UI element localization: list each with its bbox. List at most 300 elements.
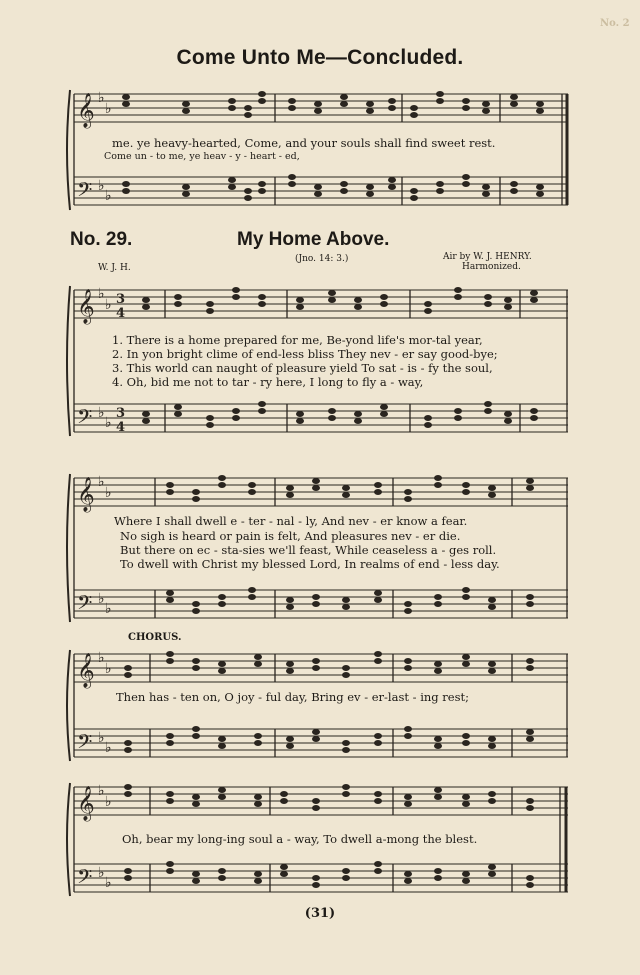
note-head <box>434 743 442 749</box>
note-head <box>410 188 418 194</box>
svg-text:♭: ♭ <box>105 601 112 617</box>
note-head <box>286 597 294 603</box>
note-head <box>192 878 200 884</box>
verse-2-line-b: No sigh is heard or pain is felt, And pleasures nev - er die. <box>120 529 461 543</box>
note-head <box>462 654 470 660</box>
note-head <box>374 590 382 596</box>
note-head <box>374 597 382 603</box>
note-head <box>374 798 382 804</box>
svg-text:3: 3 <box>116 406 126 421</box>
note-head <box>404 601 412 607</box>
note-head <box>124 875 132 881</box>
note-head <box>488 871 496 877</box>
note-head <box>166 482 174 488</box>
note-head <box>228 105 236 111</box>
note-head <box>142 304 150 310</box>
note-head <box>192 871 200 877</box>
note-head <box>296 297 304 303</box>
note-head <box>424 301 432 307</box>
note-head <box>142 411 150 417</box>
svg-text:♭: ♭ <box>98 650 105 666</box>
note-head <box>488 736 496 742</box>
note-head <box>410 112 418 118</box>
note-head <box>192 665 200 671</box>
note-head <box>288 174 296 180</box>
note-head <box>296 418 304 424</box>
note-head <box>510 181 518 187</box>
note-head <box>218 743 226 749</box>
note-head <box>218 661 226 667</box>
note-head <box>312 736 320 742</box>
svg-text:𝄞: 𝄞 <box>77 93 95 128</box>
note-head <box>374 651 382 657</box>
svg-text:4: 4 <box>116 306 126 321</box>
note-head <box>280 864 288 870</box>
note-head <box>462 740 470 746</box>
note-head <box>174 411 182 417</box>
svg-text:𝄞: 𝄞 <box>77 653 95 688</box>
hymn-number: No. 29. <box>70 229 133 250</box>
note-head <box>342 740 350 746</box>
note-head <box>404 878 412 884</box>
note-head <box>484 401 492 407</box>
verse-1-line-b: Where I shall dwell e - ter - nal - ly, And nev - er know a fear. <box>114 514 468 528</box>
note-head <box>122 188 130 194</box>
note-head <box>228 98 236 104</box>
note-head <box>122 181 130 187</box>
note-head <box>354 304 362 310</box>
note-head <box>488 668 496 674</box>
note-head <box>342 604 350 610</box>
note-head <box>254 661 262 667</box>
chorus-line-1: Then has - ten on, O joy - ful day, Bring ev - er-last - ing rest; <box>116 690 469 704</box>
note-head <box>286 668 294 674</box>
note-head <box>166 868 174 874</box>
svg-text:♭: ♭ <box>105 415 112 431</box>
note-head <box>280 791 288 797</box>
note-head <box>436 181 444 187</box>
note-head <box>410 105 418 111</box>
note-head <box>254 740 262 746</box>
note-head <box>526 882 534 888</box>
note-head <box>342 875 350 881</box>
note-head <box>504 418 512 424</box>
note-head <box>340 181 348 187</box>
note-head <box>482 184 490 190</box>
svg-text:𝄢: 𝄢 <box>77 730 93 758</box>
svg-text:♭: ♭ <box>98 90 105 106</box>
note-head <box>258 181 266 187</box>
svg-text:♭: ♭ <box>98 286 105 302</box>
verse-4-line-b: To dwell with Christ my blessed Lord, In realms of end - less day. <box>120 557 500 571</box>
note-head <box>166 861 174 867</box>
note-head <box>462 587 470 593</box>
note-head <box>124 784 132 790</box>
note-head <box>374 791 382 797</box>
note-head <box>312 478 320 484</box>
note-head <box>312 798 320 804</box>
note-head <box>424 308 432 314</box>
verse-2-line-a: 2. In yon bright clime of end-less bliss They nev - er say good-bye; <box>112 347 498 361</box>
svg-text:4: 4 <box>116 420 126 435</box>
note-head <box>488 791 496 797</box>
note-head <box>314 108 322 114</box>
note-head <box>166 740 174 746</box>
note-head <box>328 408 336 414</box>
chorus-line-2: Oh, bear my long-ing soul a - way, To dwell a-mong the blest. <box>122 832 478 846</box>
note-head <box>174 301 182 307</box>
scripture-reference: (Jno. 14: 3.) <box>295 254 349 264</box>
note-head <box>404 733 412 739</box>
note-head <box>526 594 534 600</box>
note-head <box>254 801 262 807</box>
note-head <box>218 736 226 742</box>
svg-text:𝄞: 𝄞 <box>77 289 95 324</box>
note-head <box>424 415 432 421</box>
note-head <box>354 297 362 303</box>
note-head <box>366 108 374 114</box>
note-head <box>254 733 262 739</box>
note-head <box>232 408 240 414</box>
note-head <box>218 475 226 481</box>
svg-text:♭: ♭ <box>98 474 105 490</box>
note-head <box>312 485 320 491</box>
note-head <box>484 301 492 307</box>
note-head <box>312 805 320 811</box>
note-head <box>462 98 470 104</box>
note-head <box>388 98 396 104</box>
note-head <box>380 301 388 307</box>
note-head <box>182 101 190 107</box>
previous-hymn-lyrics-line2: Come un - to me, ye heav - y - heart - ed, <box>104 151 300 162</box>
note-head <box>328 290 336 296</box>
note-head <box>192 794 200 800</box>
note-head <box>462 181 470 187</box>
note-head <box>530 297 538 303</box>
note-head <box>286 485 294 491</box>
note-head <box>218 875 226 881</box>
note-head <box>488 864 496 870</box>
note-head <box>312 658 320 664</box>
svg-text:♭: ♭ <box>105 875 112 891</box>
note-head <box>388 177 396 183</box>
note-head <box>526 665 534 671</box>
svg-text:♭: ♭ <box>105 740 112 756</box>
note-head <box>244 188 252 194</box>
note-head <box>526 875 534 881</box>
note-head <box>206 308 214 314</box>
note-head <box>526 805 534 811</box>
note-head <box>166 733 174 739</box>
note-head <box>280 871 288 877</box>
verse-1-line-a: 1. There is a home prepared for me, Be-yond life's mor-tal year, <box>112 333 483 347</box>
note-head <box>462 594 470 600</box>
note-head <box>312 601 320 607</box>
note-head <box>232 294 240 300</box>
note-head <box>182 184 190 190</box>
hymn-title: My Home Above. <box>237 229 390 250</box>
note-head <box>436 91 444 97</box>
note-head <box>244 112 252 118</box>
note-head <box>404 801 412 807</box>
note-head <box>526 729 534 735</box>
note-head <box>536 191 544 197</box>
note-head <box>404 608 412 614</box>
note-head <box>434 794 442 800</box>
note-head <box>526 736 534 742</box>
note-head <box>124 665 132 671</box>
note-head <box>374 489 382 495</box>
note-head <box>342 492 350 498</box>
note-head <box>254 878 262 884</box>
note-head <box>124 740 132 746</box>
note-head <box>192 801 200 807</box>
note-head <box>482 108 490 114</box>
note-head <box>488 492 496 498</box>
svg-text:♭: ♭ <box>98 591 105 607</box>
note-head <box>342 791 350 797</box>
note-head <box>462 489 470 495</box>
note-head <box>504 297 512 303</box>
note-head <box>342 784 350 790</box>
note-head <box>354 418 362 424</box>
note-head <box>404 871 412 877</box>
note-head <box>182 191 190 197</box>
note-head <box>286 743 294 749</box>
note-head <box>206 422 214 428</box>
note-head <box>454 408 462 414</box>
note-head <box>530 408 538 414</box>
note-head <box>454 415 462 421</box>
note-head <box>248 587 256 593</box>
corner-mark: No. 2 <box>600 18 630 29</box>
verse-3-line-b: But there on ec - sta-sies we'll feast, While ceaseless a - ges roll. <box>120 543 497 557</box>
note-head <box>312 665 320 671</box>
note-head <box>462 661 470 667</box>
note-head <box>510 101 518 107</box>
note-head <box>462 871 470 877</box>
note-head <box>258 408 266 414</box>
note-head <box>340 94 348 100</box>
note-head <box>434 736 442 742</box>
note-head <box>374 733 382 739</box>
note-head <box>122 94 130 100</box>
note-head <box>192 496 200 502</box>
note-head <box>206 301 214 307</box>
note-head <box>314 191 322 197</box>
note-head <box>248 489 256 495</box>
note-head <box>142 297 150 303</box>
note-head <box>434 875 442 881</box>
note-head <box>312 594 320 600</box>
note-head <box>286 736 294 742</box>
note-head <box>280 798 288 804</box>
note-head <box>342 665 350 671</box>
verse-3-line-a: 3. This world can naught of pleasure yield To sat - is - fy the soul, <box>112 361 493 375</box>
note-head <box>374 658 382 664</box>
note-head <box>244 195 252 201</box>
note-head <box>312 875 320 881</box>
note-head <box>342 868 350 874</box>
svg-text:𝄢: 𝄢 <box>77 591 93 619</box>
note-head <box>488 743 496 749</box>
svg-text:♭: ♭ <box>105 485 112 501</box>
note-head <box>488 597 496 603</box>
note-head <box>174 294 182 300</box>
note-head <box>454 294 462 300</box>
note-head <box>124 672 132 678</box>
note-head <box>166 798 174 804</box>
chorus-label: CHORUS. <box>128 632 182 643</box>
note-head <box>488 604 496 610</box>
note-head <box>166 651 174 657</box>
note-head <box>510 188 518 194</box>
note-head <box>366 184 374 190</box>
note-head <box>192 733 200 739</box>
page-number: (31) <box>304 906 336 921</box>
note-head <box>526 478 534 484</box>
note-head <box>258 91 266 97</box>
svg-text:♭: ♭ <box>98 405 105 421</box>
note-head <box>536 108 544 114</box>
note-head <box>312 882 320 888</box>
note-head <box>374 868 382 874</box>
note-head <box>124 868 132 874</box>
note-head <box>166 791 174 797</box>
note-head <box>404 496 412 502</box>
note-head <box>342 672 350 678</box>
svg-text:♭: ♭ <box>98 730 105 746</box>
note-head <box>404 726 412 732</box>
note-head <box>434 661 442 667</box>
note-head <box>374 740 382 746</box>
note-head <box>484 294 492 300</box>
note-head <box>488 798 496 804</box>
note-head <box>404 658 412 664</box>
note-head <box>380 411 388 417</box>
note-head <box>296 304 304 310</box>
note-head <box>436 98 444 104</box>
note-head <box>192 658 200 664</box>
previous-hymn-lyrics-line1: me. ye heavy-hearted, Come, and your souls shall find sweet rest. <box>112 136 496 150</box>
note-head <box>192 608 200 614</box>
note-head <box>526 798 534 804</box>
note-head <box>462 878 470 884</box>
note-head <box>228 177 236 183</box>
note-head <box>380 294 388 300</box>
note-head <box>488 661 496 667</box>
svg-text:𝄢: 𝄢 <box>77 405 93 433</box>
note-head <box>482 191 490 197</box>
note-head <box>424 422 432 428</box>
note-head <box>166 658 174 664</box>
words-author: W. J. H. <box>98 263 131 273</box>
note-head <box>124 747 132 753</box>
note-head <box>462 482 470 488</box>
note-head <box>374 482 382 488</box>
note-head <box>526 485 534 491</box>
note-head <box>504 411 512 417</box>
note-head <box>312 729 320 735</box>
note-head <box>286 604 294 610</box>
note-head <box>328 415 336 421</box>
previous-hymn-title: Come Unto Me—Concluded. <box>176 46 464 69</box>
note-head <box>248 594 256 600</box>
note-head <box>404 794 412 800</box>
note-head <box>530 290 538 296</box>
svg-text:♭: ♭ <box>105 794 112 810</box>
note-head <box>342 485 350 491</box>
note-head <box>328 297 336 303</box>
note-head <box>482 101 490 107</box>
note-head <box>434 482 442 488</box>
note-head <box>296 411 304 417</box>
note-head <box>232 287 240 293</box>
note-head <box>434 787 442 793</box>
note-head <box>218 668 226 674</box>
note-head <box>166 489 174 495</box>
svg-text:♭: ♭ <box>105 188 112 204</box>
note-head <box>142 418 150 424</box>
note-head <box>374 861 382 867</box>
note-head <box>228 184 236 190</box>
note-head <box>454 287 462 293</box>
note-head <box>218 868 226 874</box>
note-head <box>462 801 470 807</box>
svg-text:𝄢: 𝄢 <box>77 178 93 206</box>
note-head <box>462 794 470 800</box>
note-head <box>258 188 266 194</box>
note-head <box>462 105 470 111</box>
note-head <box>434 601 442 607</box>
note-head <box>122 101 130 107</box>
note-head <box>366 191 374 197</box>
note-head <box>314 101 322 107</box>
svg-text:♭: ♭ <box>105 661 112 677</box>
svg-text:♭: ♭ <box>105 297 112 313</box>
note-head <box>354 411 362 417</box>
note-head <box>510 94 518 100</box>
note-head <box>526 601 534 607</box>
note-head <box>182 108 190 114</box>
note-head <box>434 868 442 874</box>
note-head <box>248 482 256 488</box>
note-head <box>462 174 470 180</box>
note-head <box>288 105 296 111</box>
note-head <box>218 787 226 793</box>
note-head <box>218 594 226 600</box>
note-head <box>254 871 262 877</box>
note-head <box>340 188 348 194</box>
note-head <box>166 590 174 596</box>
note-head <box>166 597 174 603</box>
note-head <box>206 415 214 421</box>
svg-text:♭: ♭ <box>98 865 105 881</box>
note-head <box>342 747 350 753</box>
svg-text:𝄞: 𝄞 <box>77 786 95 821</box>
note-head <box>434 594 442 600</box>
note-head <box>124 791 132 797</box>
note-head <box>244 105 252 111</box>
note-head <box>436 188 444 194</box>
harmonized-credit: Harmonized. <box>462 262 521 272</box>
note-head <box>218 601 226 607</box>
note-head <box>536 184 544 190</box>
note-head <box>258 98 266 104</box>
svg-text:♭: ♭ <box>105 101 112 117</box>
note-head <box>434 668 442 674</box>
note-head <box>192 726 200 732</box>
